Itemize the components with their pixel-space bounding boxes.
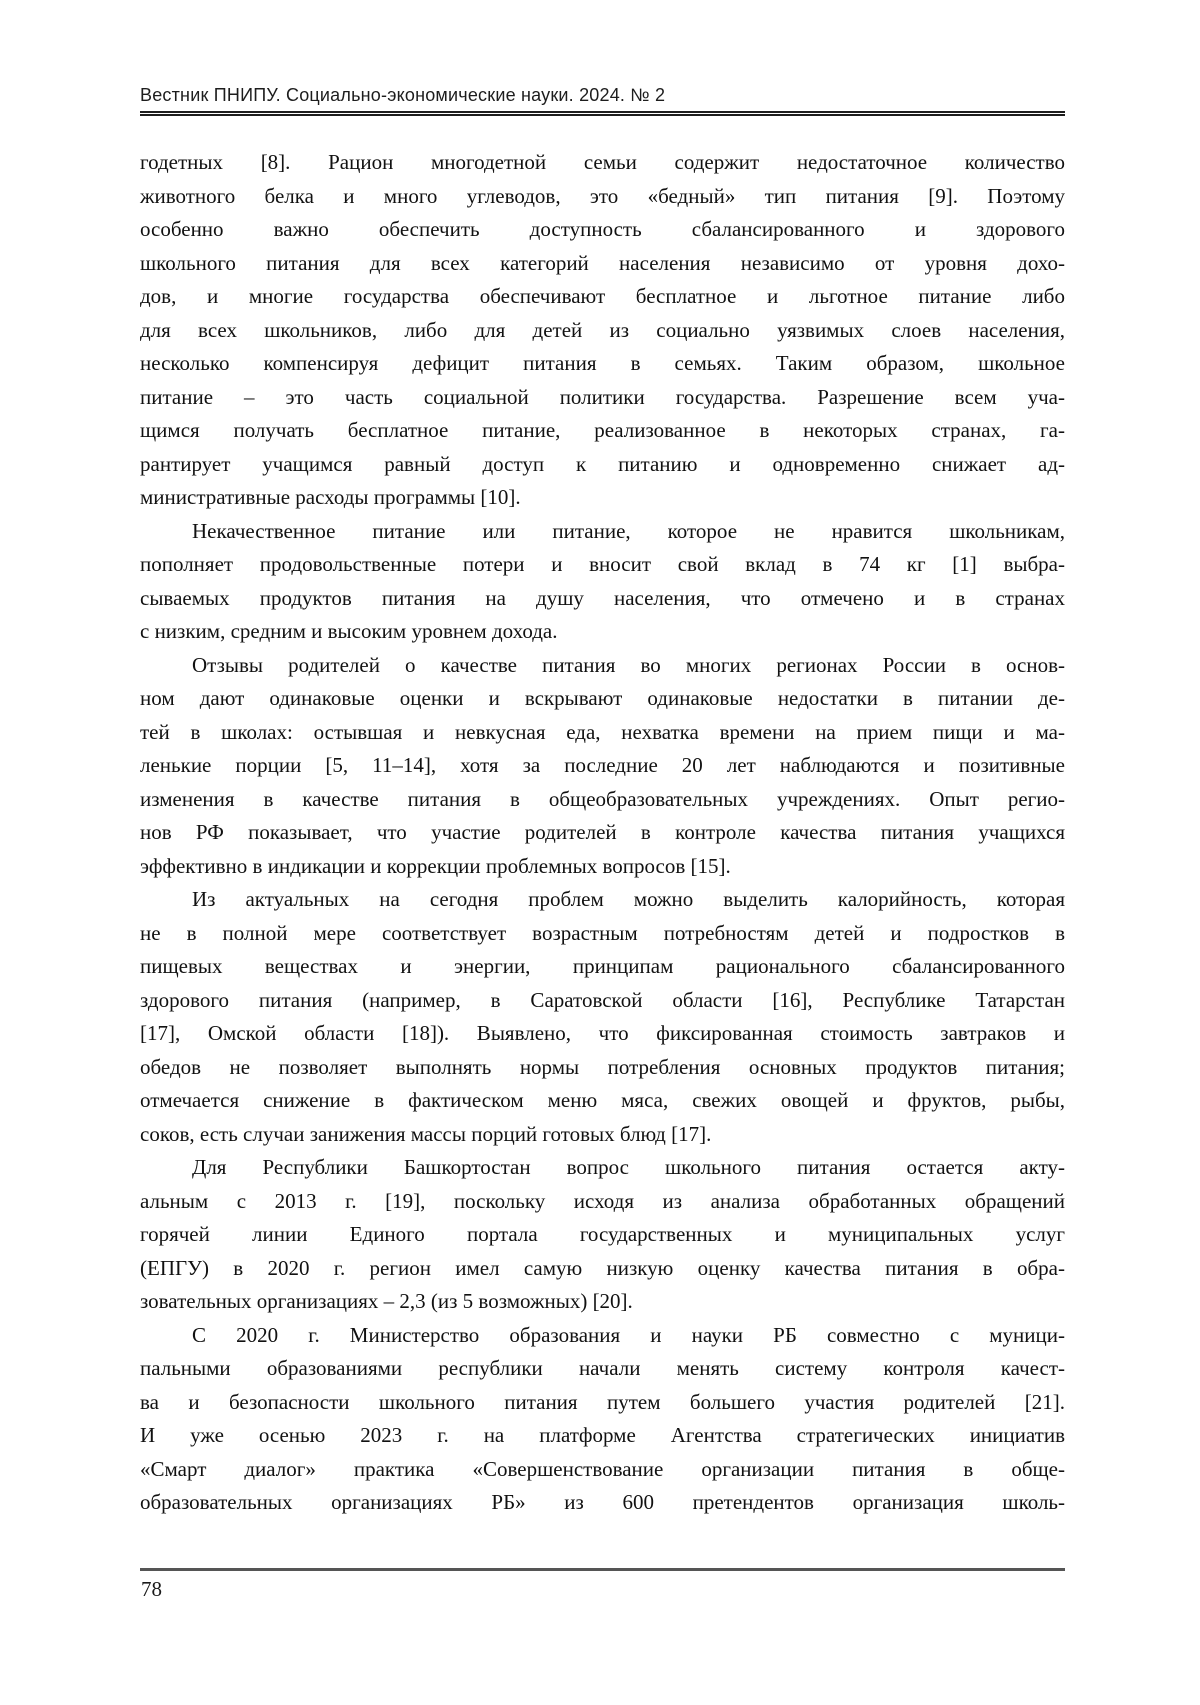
text-line: изменения в качестве питания в общеобразовательных учреждениях. Опыт регио- — [140, 786, 1065, 811]
text-line: образовательных организациях РБ» из 600 претендентов организация школь- — [140, 1490, 1065, 1514]
text-line: зовательных организациях – 2,3 (из 5 возможных) [20]. — [140, 1289, 633, 1313]
text-line: с низким, средним и высоким уровнем дохода. — [140, 619, 558, 643]
text-line: Отзывы родителей о качестве питания во многих регионах России в основ- — [192, 652, 1065, 677]
paragraph — [140, 883, 1065, 1151]
text-line: пальными образованиями республики начали менять систему контроля качест- — [140, 1356, 1065, 1380]
paragraph — [140, 146, 1065, 515]
text-line: С 2020 г. Министерство образования и науки РБ совместно с муници- — [192, 1322, 1065, 1347]
text-line: не в полной мере соответствует возрастным потребностям детей и подростков в — [140, 920, 1065, 945]
text-line: И уже осенью 2023 г. на платформе Агентства стратегических инициатив — [140, 1423, 1065, 1447]
page-number: 78 — [141, 1577, 162, 1601]
text-line: Некачественное питание или питание, которое не нравится школьникам, — [192, 518, 1065, 543]
text-line: щимся получать бесплатное питание, реализованное в некоторых странах, га- — [140, 418, 1065, 442]
text-line: ленькие порции [5, 11–14], хотя за последние 20 лет наблюдаются и позитивные — [140, 753, 1065, 777]
text-line: пополняет продовольственные потери и вносит свой вклад в 74 кг [1] выбра- — [140, 552, 1065, 576]
article-body — [140, 146, 1065, 1520]
text-line: несколько компенсируя дефицит питания в семьях. Таким образом, школьное — [140, 351, 1065, 375]
text-line: нов РФ показывает, что участие родителей в контроле качества питания учащихся — [140, 820, 1065, 844]
text-line: ном дают одинаковые оценки и вскрывают одинаковые недостатки в питании де- — [140, 686, 1065, 710]
text-line: сываемых продуктов питания на душу населения, что отмечено и в странах — [140, 585, 1065, 610]
paragraph — [140, 1319, 1065, 1520]
text-line: школьного питания для всех категорий населения независимо от уровня дохо- — [140, 250, 1065, 275]
text-line: отмечается снижение в фактическом меню мяса, свежих овощей и фруктов, рыбы, — [140, 1088, 1065, 1112]
text-line: особенно важно обеспечить доступность сбалансированного и здорового — [140, 217, 1065, 241]
text-line: (ЕПГУ) в 2020 г. регион имел самую низкую оценку качества питания в обра- — [140, 1255, 1065, 1280]
footer-rule — [140, 1568, 1065, 1571]
header-double-rule — [140, 111, 1065, 116]
text-line: рантирует учащимся равный доступ к питанию и одновременно снижает ад- — [140, 451, 1065, 476]
text-line: Из актуальных на сегодня проблем можно выделить калорийность, которая — [192, 887, 1065, 911]
text-line: здорового питания (например, в Саратовской области [16], Республике Татарстан — [140, 987, 1065, 1012]
text-line: ва и безопасности школьного питания путем большего участия родителей [21]. — [140, 1389, 1065, 1414]
text-line: горячей линии Единого портала государственных и муниципальных услуг — [140, 1222, 1065, 1246]
text-line: годетных [8]. Рацион многодетной семьи содержит недостаточное количество — [140, 150, 1065, 174]
text-line: эффективно в индикации и коррекции проблемных вопросов [15]. — [140, 853, 731, 878]
text-line: дов, и многие государства обеспечивают бесплатное и льготное питание либо — [140, 284, 1065, 308]
text-line: Для Республики Башкортостан вопрос школьного питания остается акту- — [192, 1155, 1065, 1179]
text-line: [17], Омской области [18]). Выявлено, что фиксированная стоимость завтраков и — [140, 1021, 1065, 1045]
paragraph — [140, 515, 1065, 649]
text-line: тей в школах: остывшая и невкусная еда, нехватка времени на прием пищи и ма- — [140, 719, 1065, 744]
text-line: питание – это часть социальной политики государства. Разрешение всем уча- — [140, 384, 1065, 409]
journal-header-text: Вестник ПНИПУ. Социально-экономические науки. 2024. № 2 — [140, 85, 666, 105]
paragraph — [140, 649, 1065, 884]
text-line: пищевых веществах и энергии, принципам рационального сбалансированного — [140, 954, 1065, 978]
paragraph — [140, 1151, 1065, 1319]
text-line: соков, есть случаи занижения массы порций готовых блюд [17]. — [140, 1121, 712, 1146]
text-line: животного белка и много углеводов, это «бедный» тип питания [9]. Поэтому — [140, 183, 1065, 208]
text-line: министративные расходы программы [10]. — [140, 485, 521, 509]
text-line: обедов не позволяет выполнять нормы потребления основных продуктов питания; — [140, 1054, 1065, 1079]
text-line: «Смарт диалог» практика «Совершенствование организации питания в обще- — [140, 1456, 1065, 1481]
text-line: для всех школьников, либо для детей из социально уязвимых слоев населения, — [140, 317, 1065, 342]
page-header — [140, 84, 1065, 116]
text-line: альным с 2013 г. [19], поскольку исходя из анализа обработанных обращений — [140, 1188, 1065, 1213]
